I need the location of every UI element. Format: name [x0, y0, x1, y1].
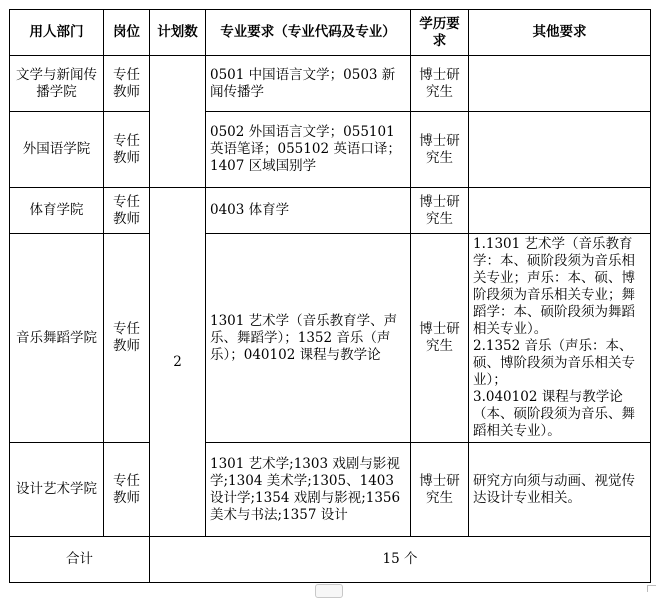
cell-major: 0501 中国语言文学；0503 新闻传播学	[206, 56, 411, 112]
header-major: 专业要求（专业代码及专业）	[206, 10, 411, 56]
cell-major: 0502 外国语言文学；055101 英语笔译；055102 英语口译；1407 区域国别学	[206, 112, 411, 188]
cell-other	[469, 112, 651, 188]
cell-plan-count: 2	[150, 188, 206, 537]
total-label: 合计	[10, 537, 150, 583]
total-value: 15 个	[150, 537, 651, 583]
cell-post: 专任教师	[104, 443, 150, 537]
table-row	[10, 234, 651, 443]
header-plan: 计划数	[150, 10, 206, 56]
cell-degree: 博士研究生	[411, 188, 469, 234]
cell-other: 研究方向须与动画、视觉传达设计专业相关。	[469, 443, 651, 537]
cell-post: 专任教师	[104, 188, 150, 234]
cell-other	[469, 188, 651, 234]
page-tab-handle[interactable]	[315, 584, 343, 598]
cell-other	[469, 56, 651, 112]
cell-dept: 体育学院	[10, 188, 104, 234]
cell-other: 1.1301 艺术学（音乐教育学：本、硕阶段须为音乐相关专业；声乐：本、硕、博阶段须为音乐相关专业；舞蹈学：本、硕阶段须为舞蹈相关专业）。 2.1352 音乐（声乐：本、硕、博阶段须为音乐相关专业）； 3.040102 课程与教学论（本、硕阶段须为音乐、舞蹈相关专业）。	[469, 234, 651, 443]
table-row	[10, 112, 651, 188]
cell-dept: 文学与新闻传播学院	[10, 56, 104, 112]
cell-major: 0403 体育学	[206, 188, 411, 234]
table-row	[10, 188, 651, 234]
cell-degree: 博士研究生	[411, 112, 469, 188]
cell-degree: 博士研究生	[411, 443, 469, 537]
cell-dept: 外国语学院	[10, 112, 104, 188]
header-degree: 学历要求	[411, 10, 469, 56]
cell-plan-empty	[150, 56, 206, 188]
header-post: 岗位	[104, 10, 150, 56]
table-row	[10, 443, 651, 537]
header-row	[10, 10, 651, 56]
cell-post: 专任教师	[104, 112, 150, 188]
cell-major: 1301 艺术学;1303 戏剧与影视学;1304 美术学;1305、1403 设计学;1354 戏剧与影视;1356 美术与书法;1357 设计	[206, 443, 411, 537]
cell-post: 专任教师	[104, 56, 150, 112]
cell-degree: 博士研究生	[411, 56, 469, 112]
recruitment-table	[9, 9, 651, 583]
total-row	[10, 537, 651, 583]
header-other: 其他要求	[469, 10, 651, 56]
cell-degree: 博士研究生	[411, 234, 469, 443]
cell-major: 1301 艺术学（音乐教育学、声乐、舞蹈学）；1352 音乐（声乐）；040102 课程与教学论	[206, 234, 411, 443]
cell-dept: 设计艺术学院	[10, 443, 104, 537]
cell-dept: 音乐舞蹈学院	[10, 234, 104, 443]
table-row	[10, 56, 651, 112]
cell-post: 专任教师	[104, 234, 150, 443]
header-dept: 用人部门	[10, 10, 104, 56]
